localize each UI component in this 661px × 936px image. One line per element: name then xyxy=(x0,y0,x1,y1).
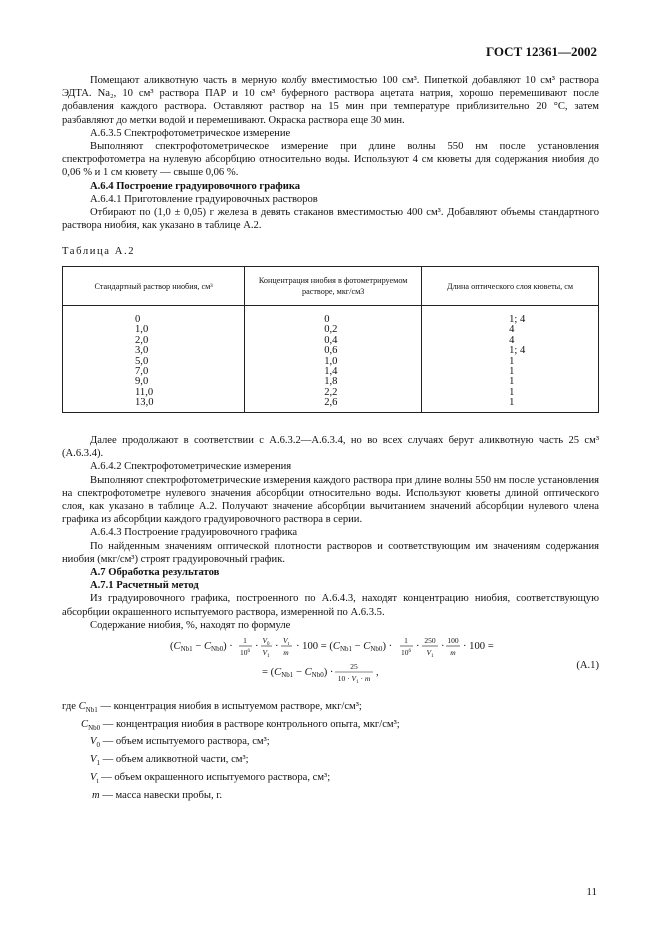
paragraph: Помещают аликвотную часть в мерную колбу вместимостью 100 см³. Пипеткой добавляют 10 см³ раствора ЭДТА. Na₂, 10 см³ раствора ПАР и 10 см³ буферного раствора ацетата натрия, хорошо перемешивают после добавления каждого раствора. Оставляют раствор на 15 мин при температуре приблизительно 20 °С, затем разбавляют до метки водой и перемешивают. Окраска раствора еще 30 мин. xyxy=(62,75,599,126)
subsection-heading: А.6.4.2 Спектрофотометрические измерения xyxy=(90,461,292,473)
table-cell: 0 xyxy=(245,306,422,326)
section-heading: А.7 Обработка результатов xyxy=(90,567,220,579)
svg-text:10 · V1 · m: $10 \cdot V_1 \cdot m$ xyxy=(337,674,371,685)
table-cell: 1,4 xyxy=(245,367,422,377)
table-cell: 0,2 xyxy=(245,325,422,335)
svg-text:Vt: $V_t$ xyxy=(283,636,289,647)
paragraph: Далее продолжают в соответствии с А.6.3.2—А.6.3.4, но во всех случаях берут аликвотную часть 25 см³ (А.6.3.4). xyxy=(62,435,599,460)
definition-row: $V_t$ — объем окрашенного испытуемого раствора, см³; xyxy=(90,771,331,785)
table-cell: 0,6 xyxy=(245,346,422,356)
page-number: 11 xyxy=(586,886,597,898)
definition-text: — объем окрашенного испытуемого раствора, см³; xyxy=(101,771,331,783)
svg-text:V1: $V_1$ xyxy=(262,648,270,659)
svg-text:= (CNb1 − CNb0) ·: = (CNb1 − CNb0) · xyxy=(262,667,334,679)
svg-text:106: $10^6$ xyxy=(401,648,411,657)
svg-text:(CNb1 − CNb0) ·: (CNb1 − CNb0) · xyxy=(170,641,233,653)
table-cell: 2,0 xyxy=(63,336,245,346)
svg-text:250: 250 xyxy=(424,636,436,645)
table-cell: 0 xyxy=(63,306,245,326)
svg-text:100: 100 xyxy=(447,636,459,645)
svg-text:106: $10^6$ xyxy=(240,648,250,657)
data-table xyxy=(62,266,599,413)
table-caption: Таблица А.2 xyxy=(62,246,136,257)
table-cell: 11,0 xyxy=(63,388,245,398)
definition-text: — концентрация ниобия в растворе контрольного опыта, мкг/см³; xyxy=(102,718,400,730)
definition-row: m — масса навески пробы, г. xyxy=(92,789,223,801)
table-cell: 1 xyxy=(422,357,599,367)
table-cell: 1 xyxy=(422,377,599,387)
table-cell: 13,0 xyxy=(63,398,245,412)
table-cell: 2,6 xyxy=(245,398,422,412)
table-cell: 1; 4 xyxy=(422,306,599,326)
definition-row: $C_{Nb0}$ — концентрация ниобия в растворе контрольного опыта, мкг/см³; xyxy=(81,718,400,732)
definition-text: — объем испытуемого раствора, см³; xyxy=(102,736,270,748)
svg-text:V1: $V_1$ xyxy=(426,648,434,659)
paragraph: По найденным значениям оптической плотности растворов и соответствующим им значениям содержания ниобия (мкг/см³) строят градуировочный график. xyxy=(62,540,599,565)
table-cell: 3,0 xyxy=(63,346,245,356)
definition-row: $V_0$ — объем испытуемого раствора, см³; xyxy=(90,736,270,750)
column-header: Концентрация ниобия в фотометрируемом растворе, мкг/см3 xyxy=(245,267,422,306)
svg-text:· 100 = (CNb1 − CNb0) ·: · 100 = (CNb1 − CNb0) · xyxy=(296,641,393,653)
svg-text:·: · xyxy=(275,641,279,652)
formula-a1 xyxy=(62,630,599,688)
table-cell: 1,8 xyxy=(245,377,422,387)
subsection-heading: А.6.4.1 Приготовление градуировочных растворов xyxy=(90,193,318,205)
svg-text:·: · xyxy=(416,641,420,652)
table-cell: 5,0 xyxy=(63,357,245,367)
paragraph: Содержание ниобия, %, находят по формуле xyxy=(90,619,291,631)
table-cell: 1 xyxy=(422,398,599,412)
svg-text:1: 1 xyxy=(243,636,247,645)
definition-row: где $C_{Nb1}$ — концентрация ниобия в испытуемом растворе, мкг/см³; xyxy=(62,701,362,715)
standard-header: ГОСТ 12361—2002 xyxy=(485,44,597,59)
paragraph: Выполняют спектрофотометрическое измерение при длине волны 550 нм после установления спектрофотометра на нулевую абсорбцию относительно воды. Используют 4 см кюветы для содержания ниобия до 0,06 % и 1 см кювету — свыше 0,06 %. xyxy=(62,141,599,179)
equation-number: (А.1) xyxy=(576,660,599,671)
paragraph: Выполняют спектрофотометрические измерения каждого раствора при длине волны 550 нм после установления на спектрофотометре нулевого значения абсорбции относительно воды. Используют кюветы длиной оптического слоя, как указано в таблице А.2. Получают значение абсорбции вычитанием значений абсорбции нулевого члена графика из абсорбции каждого градуировочного раствора в серии. xyxy=(62,474,599,526)
column-header: Длина оптического слоя кюветы, см xyxy=(422,267,599,306)
definition-text: — объем аликвотной части, см³; xyxy=(102,754,249,766)
svg-text:m: m xyxy=(283,648,289,657)
paragraph: Отбирают по (1,0 ± 0,05) г железа в девять стаканов вместимостью 400 см³. Добавляют объемы стандартного раствора ниобия, как указано в таблице А.2. xyxy=(62,207,599,232)
svg-text:,: , xyxy=(376,667,379,678)
svg-text:V0: $V_0$ xyxy=(262,636,270,647)
table-cell: 4 xyxy=(422,325,599,335)
table-cell: 1 xyxy=(422,388,599,398)
table-cell: 1,0 xyxy=(63,325,245,335)
definition-text: — масса навески пробы, г. xyxy=(102,789,223,801)
definition-row: $V_1$ — объем аликвотной части, см³; xyxy=(90,754,249,768)
definition-text: — концентрация ниобия в испытуемом растворе, мкг/см³; xyxy=(100,701,362,712)
table-cell: 7,0 xyxy=(63,367,245,377)
table-cell: 0,4 xyxy=(245,336,422,346)
table-row xyxy=(63,398,599,412)
table-cell: 9,0 xyxy=(63,377,245,387)
subsection-heading: А.6.4.3 Построение градуировочного графика xyxy=(90,527,298,539)
subsection-heading: А.6.3.5 Спектрофотометрическое измерение xyxy=(90,127,291,139)
paragraph: Из градуировочного графика, построенного по А.6.4.3, находят концентрацию ниобия, соответствующую абсорбции окрашенного испытуемого раствора, измеренной по А.6.3.5. xyxy=(62,593,599,618)
svg-text:·: · xyxy=(255,641,259,652)
svg-text:m: m xyxy=(450,648,456,657)
column-header: Стандартный раствор ниобия, см³ xyxy=(63,267,245,306)
formula-graphic xyxy=(62,630,599,688)
table-cell: 4 xyxy=(422,336,599,346)
table-cell: 1,0 xyxy=(245,357,422,367)
symbol-definitions xyxy=(62,700,599,802)
svg-text:· 100 =: · 100 = xyxy=(463,641,494,652)
svg-text:·: · xyxy=(441,641,445,652)
section-heading: А.7.1 Расчетный метод xyxy=(90,580,199,592)
table-cell: 2,2 xyxy=(245,388,422,398)
section-heading: А.6.4 Построение градуировочного графика xyxy=(90,180,301,192)
table-header-row xyxy=(63,267,599,306)
svg-text:1: 1 xyxy=(404,636,408,645)
table-cell: 1; 4 xyxy=(422,346,599,356)
svg-text:25: 25 xyxy=(350,662,358,671)
table-cell: 1 xyxy=(422,367,599,377)
text-block-2 xyxy=(62,434,599,632)
text-block-1 xyxy=(62,74,599,232)
table-row xyxy=(63,306,599,326)
